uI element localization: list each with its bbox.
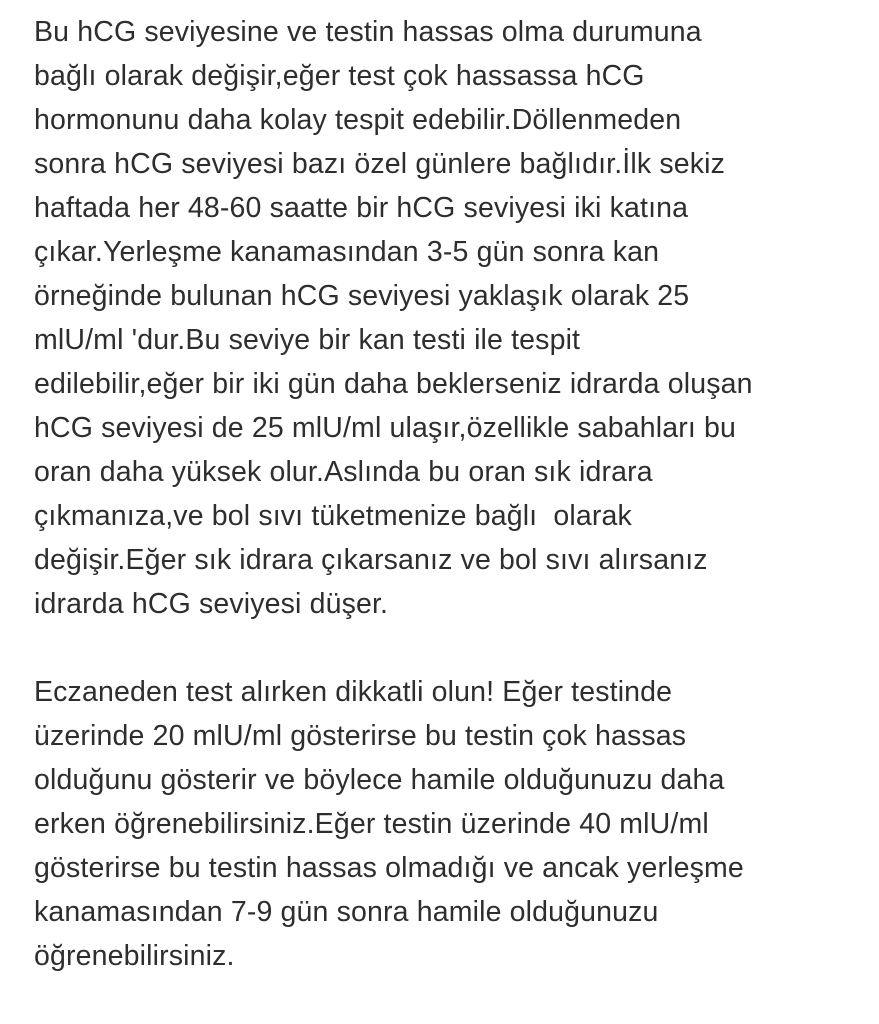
paragraph-pharmacy-warning <box>34 670 874 978</box>
text-line: erken öğrenebilirsiniz.Eğer testin üzerinde 40 mlU/ml <box>34 808 709 840</box>
article-text <box>34 10 874 978</box>
text-line: bağlı olarak değişir,eğer test çok hassassa hCG <box>34 60 645 92</box>
text-line: çıkar.Yerleşme kanamasından 3-5 gün sonra kan <box>34 236 660 268</box>
text-line: oran daha yüksek olur.Aslında bu oran sık idrara <box>34 456 653 488</box>
text-line: Eczaneden test alırken dikkatli olun! Eğer testinde <box>34 676 673 708</box>
text-line: edilebilir,eğer bir iki gün daha beklerseniz idrarda oluşan <box>34 368 753 400</box>
text-line: Bu hCG seviyesine ve testin hassas olma durumuna <box>34 16 702 48</box>
text-line: idrarda hCG seviyesi düşer. <box>34 588 389 620</box>
text-line: hCG seviyesi de 25 mlU/ml ulaşır,özellikle sabahları bu <box>34 412 737 444</box>
text-line: değişir.Eğer sık idrara çıkarsanız ve bol sıvı alırsanız <box>34 544 708 576</box>
text-line: olduğunu gösterir ve böylece hamile olduğunuzu daha <box>34 764 725 796</box>
text-line: üzerinde 20 mlU/ml gösterirse bu testin çok hassas <box>34 720 687 752</box>
text-line: öğrenebilirsiniz. <box>34 940 235 972</box>
paragraph-spacer <box>34 626 874 670</box>
text-line: hormonunu daha kolay tespit edebilir.Döllenmeden <box>34 104 682 136</box>
text-line: sonra hCG seviyesi bazı özel günlere bağlıdır.İlk sekiz <box>34 148 725 180</box>
text-line: örneğinde bulunan hCG seviyesi yaklaşık olarak 25 <box>34 280 690 312</box>
text-line: mlU/ml 'dur.Bu seviye bir kan testi ile tespit <box>34 324 581 356</box>
paragraph-hcg-levels <box>34 10 874 626</box>
text-line: çıkmanıza,ve bol sıvı tüketmenize bağlı olarak <box>34 500 632 532</box>
text-line: gösterirse bu testin hassas olmadığı ve ancak yerleşme <box>34 852 744 884</box>
text-line: haftada her 48-60 saatte bir hCG seviyesi iki katına <box>34 192 689 224</box>
text-line: kanamasından 7-9 gün sonra hamile olduğunuzu <box>34 896 659 928</box>
